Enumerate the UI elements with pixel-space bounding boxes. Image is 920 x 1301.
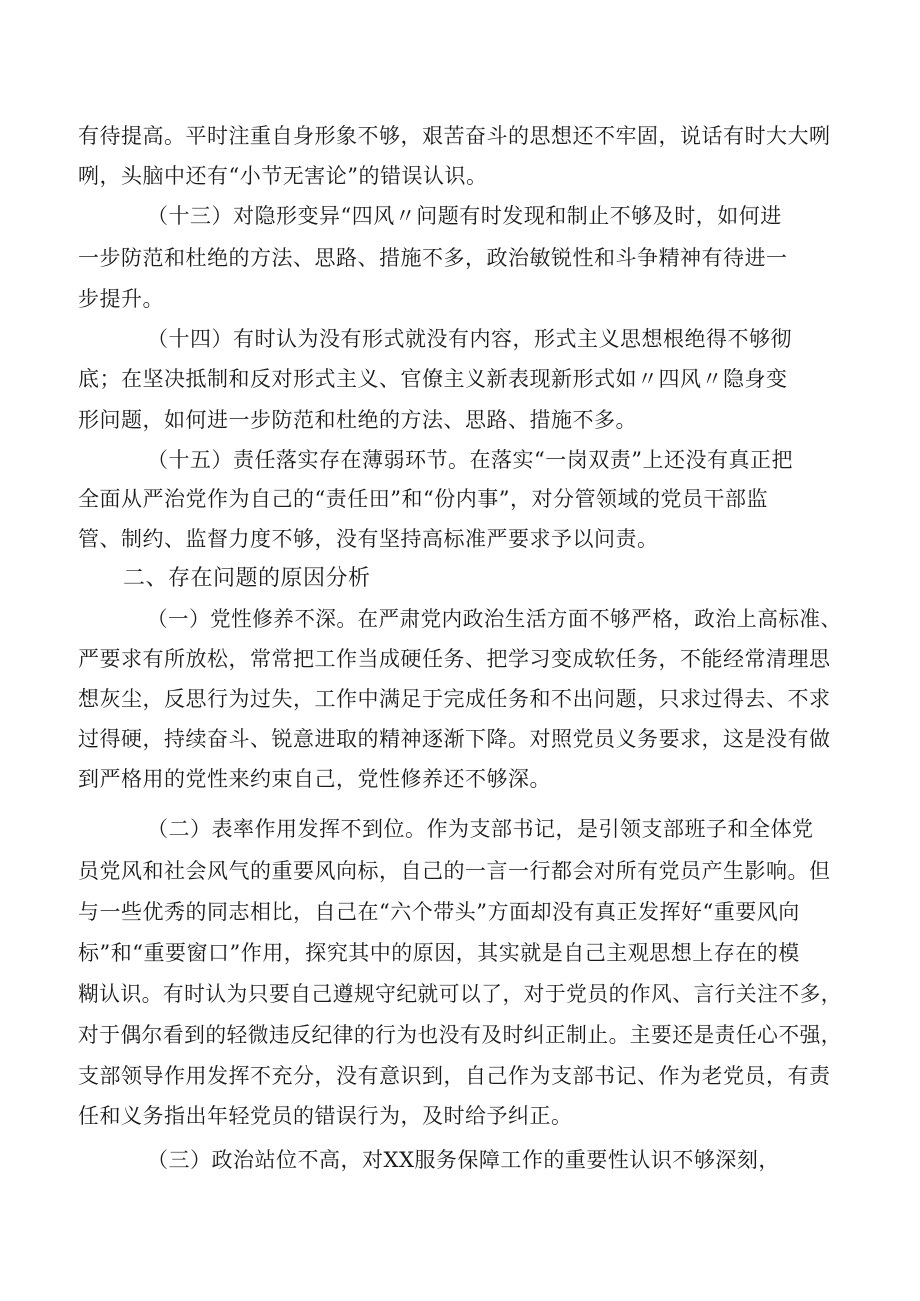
- text-line: 咧，头脑中还有“小节无害论”的错误认识。: [78, 164, 488, 188]
- text-line: 过得硬，持续奋斗、锐意进取的精神逐渐下降。对照党员义务要求，这是没有做: [78, 727, 831, 751]
- paragraph-cause-1-start: （一）党性修养不深。在严肃党内政治生活方面不够严格，政治上高标准、: [147, 607, 842, 631]
- text-line: 全面从严治党作为自己的“责任田”和“份内事”，对分管领域的党员干部监: [78, 487, 768, 511]
- paragraph-15-start: （十五）责任落实存在薄弱环节。在落实“一岗双责”上还没有真正把: [147, 448, 793, 472]
- section-heading: 二、存在问题的原因分析: [123, 566, 371, 591]
- paragraph-cause-2-start: （二）表率作用发挥不到位。作为支部书记，是引领支部班子和全体党: [147, 817, 814, 841]
- text-line: 到严格用的党性来约束自己，党性修养还不够深。: [78, 767, 551, 791]
- text-line: 想灰尘，反思行为过失，工作中满足于完成任务和不出问题，只求过得去、不求: [78, 687, 831, 711]
- text-line: 员党风和社会风气的重要风向标，自己的一言一行都会对所有党员产生影响。但: [78, 859, 831, 883]
- text-line: 与一些优秀的同志相比，自己在“六个带头”方面却没有真正发挥好“重要风向: [78, 900, 800, 924]
- text-line: 底；在坚决抵制和反对形式主义、官僚主义新表现新形式如〃四风〃隐身变: [78, 367, 788, 391]
- text-line: 严要求有所放松，常常把工作当成硬任务、把学习变成软任务，不能经常清理思: [78, 647, 831, 671]
- text-line: 支部领导作用发挥不充分，没有意识到，自己作为支部书记、作为老党员，有责: [78, 1064, 831, 1088]
- text-line: 任和义务指出年轻党员的错误行为，及时给予纠正。: [78, 1104, 573, 1128]
- text-line: 对于偶尔看到的轻微违反纪律的行为也没有及时纠正制止。主要还是责任心不强，: [78, 1023, 843, 1047]
- text-line: 一步防范和杜绝的方法、思路、措施不多，政治敏锐性和斗争精神有待进一: [78, 246, 788, 270]
- text-line: 管、制约、监督力度不够，没有坚持高标准严要求予以问责。: [78, 527, 659, 551]
- text-line: 标”和“重要窗口”作用，探究其中的原因，其实就是自己主观思想上存在的模: [78, 941, 800, 965]
- paragraph-14-start: （十四）有时认为没有形式就没有内容，形式主义思想根绝得不够彻: [147, 327, 792, 351]
- text-line: 有待提高。平时注重自身形象不够，艰苦奋斗的思想还不牢固，说话有时大大咧: [78, 124, 831, 148]
- paragraph-cause-3-start: （三）政治站位不高，对XX服务保障工作的重要性认识不够深刻，: [147, 1148, 780, 1172]
- text-line: 步提升。: [78, 287, 164, 311]
- paragraph-13-start: （十三）对隐形变异“四风〃问题有时发现和制止不够及时，如何进: [147, 204, 782, 228]
- text-line: 形问题，如何进一步防范和杜绝的方法、思路、措施不多。: [78, 408, 637, 432]
- text-line: 糊认识。有时认为只要自己遵规守纪就可以了，对于党员的作风、言行关注不多，: [78, 982, 843, 1006]
